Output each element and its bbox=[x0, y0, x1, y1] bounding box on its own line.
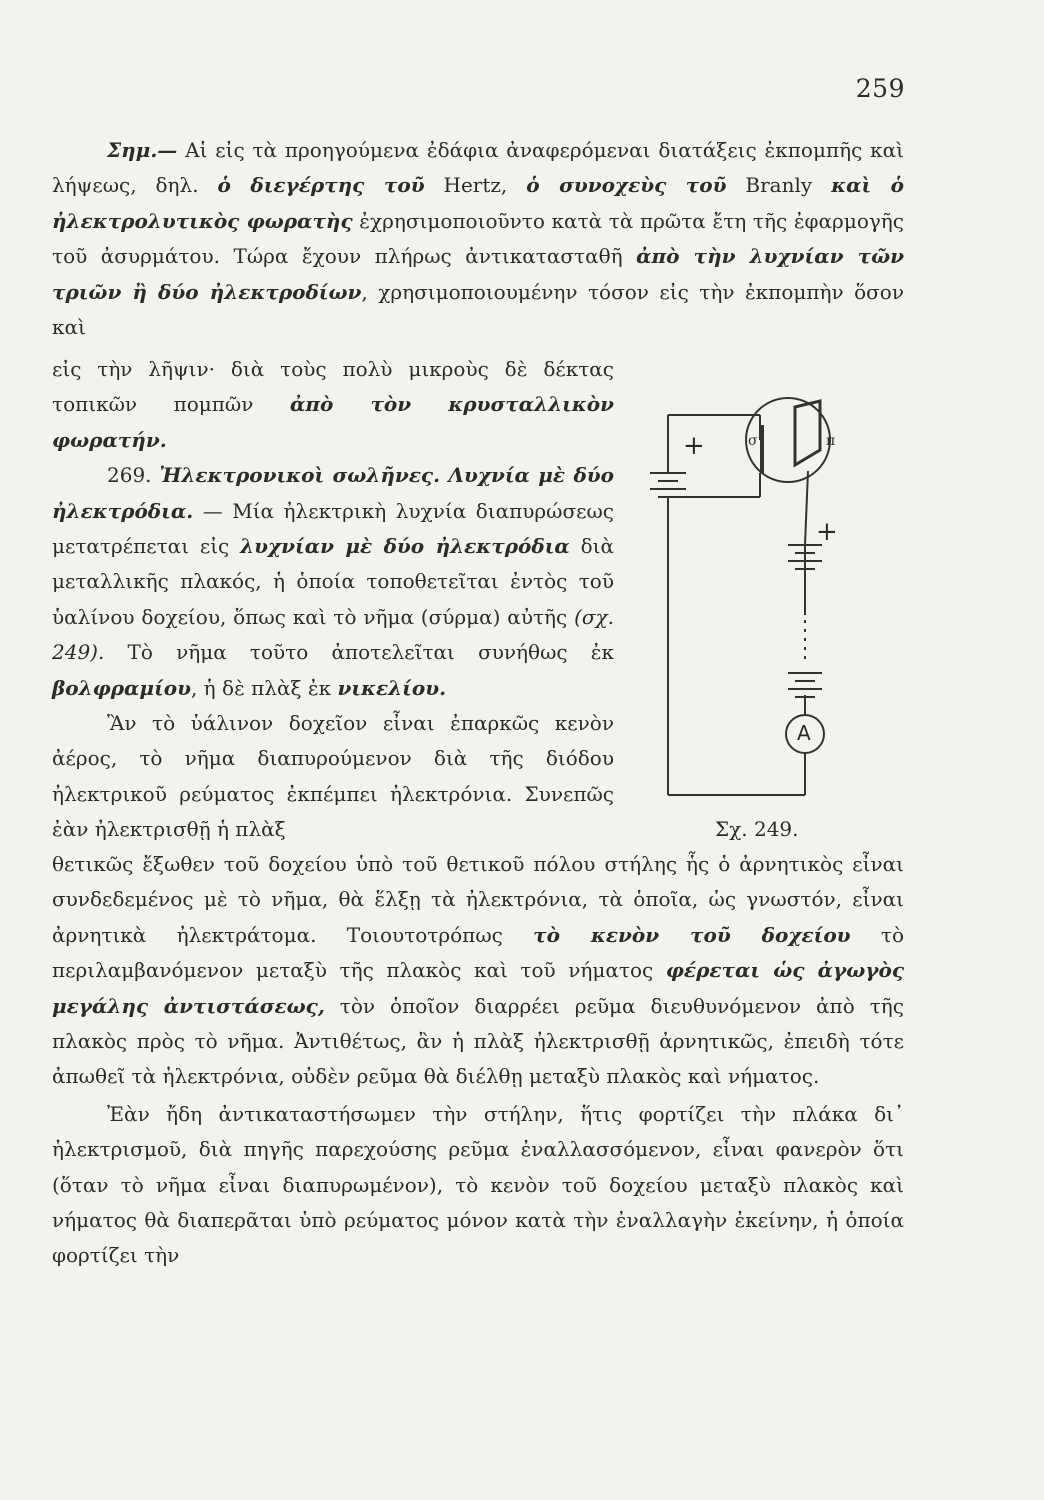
para2-span: Ἂν τὸ ὑάλινον δοχεῖον εἶναι ἐπαρκῶς κενὸν ἀέρος, τὸ νῆμα διαπυρούμενον διὰ τῆς διόδου ἠλεκτρικοῦ ρεύματος ἐκπέμπει ἠλεκτρόνια. Συνεπῶς ἐὰν ἠλεκτρισθῇ ἡ πλὰξ bbox=[52, 711, 614, 842]
note-bold: καὶ ὁ ἠλεκτρολυτικὸς φωρατὴς bbox=[52, 173, 905, 233]
note-span: Branly bbox=[726, 173, 832, 198]
note-bold: ἀπὸ τὴν λυχνίαν τῶν τριῶν ἢ δύο ἠλεκτροδίων bbox=[52, 244, 904, 304]
section-span: , ἡ δὲ πλὰξ ἐκ bbox=[190, 675, 338, 700]
bottom-text bbox=[52, 847, 904, 1274]
note-label: Σημ.— bbox=[107, 138, 178, 162]
vacuum-tube-bulb bbox=[746, 398, 830, 482]
plate bbox=[795, 401, 820, 465]
float-column bbox=[52, 352, 614, 848]
note-continuation bbox=[52, 352, 614, 458]
figure-reference: (σχ. 249). bbox=[52, 604, 614, 665]
note-span: , χρησιμοποιουμένην τόσον εἰς τὴν ἐκπομπὴν ὅσον καὶ bbox=[52, 279, 904, 340]
para2-bold: τὸ κενὸν τοῦ δοχείου bbox=[533, 922, 851, 947]
para3-span: Ἐὰν ἤδη ἀντικαταστήσωμεν τὴν στήλην, ἥτις φορτίζει τὴν πλάκα δι᾿ ἠλεκτρισμοῦ, διὰ πηγῆς παρεχούσης ρεῦμα ἐναλλασσόμενον, εἶναι φανερὸν ὅτι (ὅταν τὸ νῆμα εἶναι διαπυρωμένον), τὸ κενὸν τοῦ δοχείου μεταξὺ πλακὸς καὶ νήματος θὰ διαπερᾶται ὑπὸ ρεύματος μόνον κατὰ τὴν ἐναλλαγὴν ἐκείνην, ἡ ὁποία φορτίζει τὴν bbox=[52, 1101, 904, 1268]
paragraph-2-continuation bbox=[52, 847, 904, 1095]
section-span: — Μία ἠλεκτρικὴ λυχνία διαπυρώσεως μετατρέπεται εἰς bbox=[52, 498, 614, 559]
ammeter-label: A bbox=[797, 721, 811, 745]
section-bold: λυχνίαν μὲ δύο ἠλεκτρόδια bbox=[240, 534, 570, 559]
section-span: Τὸ νῆμα τοῦτο ἀποτελεῖται συνήθως ἐκ bbox=[104, 640, 614, 665]
note-bold: ὁ διεγέρτης τοῦ bbox=[217, 173, 425, 198]
paragraph-3 bbox=[52, 1097, 904, 1274]
section-span: διὰ μεταλλικῆς πλακός, ἡ ὁποία τοποθετεῖται ἐντὸς τοῦ ὑαλίνου δοχείου, ὅπως καὶ τὸ νῆμα (σύρμα) αὐτῆς bbox=[52, 534, 615, 629]
paragraph-2-start bbox=[52, 706, 614, 848]
para2-span: τὸν ὁποῖον διαρρέει ρεῦμα διευθυνόμενον ἀπὸ τῆς πλακὸς πρὸς τὸ νῆμα. Ἀντιθέτως, ἂν ἡ πλὰξ ἠλεκτρισθῇ ἀρνητικῶς, ἐπειδὴ τότε ἀπωθεῖ τὰ ἠλεκτρόνια, οὐδὲν ρεῦμα θὰ διέλθῃ μεταξὺ πλακὸς καὶ νήματος. bbox=[52, 993, 904, 1089]
para2-span: θετικῶς ἔξωθεν τοῦ δοχείου ὑπὸ τοῦ θετικοῦ πόλου στήλης ἧς ὁ ἀρνητικὸς εἶναι συνδεδεμένος μὲ τὸ νῆμα, θὰ ἕλξῃ τὰ ἠλεκτρόνια, τὰ ὁποῖα, ὡς γνωστόν, εἶναι ἀρνητικὰ ἠλεκτράτομα. Τοιουτοτρόπως bbox=[52, 852, 904, 947]
note-bold: ὁ συνοχεὺς τοῦ bbox=[526, 173, 727, 198]
note-text bbox=[52, 133, 904, 345]
note-paragraph bbox=[52, 133, 904, 345]
figure-caption: Σχ. 249. bbox=[715, 817, 799, 841]
plus-top-label: + bbox=[683, 431, 705, 461]
filament-label: σ bbox=[748, 433, 758, 449]
section-number: 269. bbox=[107, 463, 152, 488]
section-bold: βολφραμίου bbox=[52, 675, 191, 700]
plate-label: π bbox=[826, 433, 836, 449]
plus-mid-label: + bbox=[816, 517, 838, 547]
page-number: 259 bbox=[855, 74, 905, 103]
para2-span: τὸ περιλαμβανόμενον μεταξὺ τῆς πλακὸς καὶ τοῦ νήματος bbox=[52, 922, 904, 983]
note-span: Αἱ εἰς τὰ προηγούμενα ἐδάφια ἀναφερόμεναι διατάξεις ἐκπομπῆς καὶ λήψεως, δηλ. bbox=[52, 138, 904, 198]
note-span: εἰς τὴν λῆψιν· διὰ τοὺς πολὺ μικροὺς δὲ δέκτας τοπικῶν πομπῶν bbox=[52, 357, 614, 417]
note-span: ἐχρησιμοποιοῦντο κατὰ τὰ πρῶτα ἔτη τῆς ἐφαρμογῆς τοῦ ἀσυρμάτου. Τώρα ἔχουν πλήρως ἀντικατασταθῆ bbox=[52, 208, 904, 269]
circuit-diagram bbox=[630, 365, 920, 875]
note-span: Hertz, bbox=[424, 173, 527, 198]
wire-plate bbox=[805, 471, 808, 545]
note-bold: ἀπὸ τὸν κρυσταλλικὸν φωρατήν. bbox=[52, 392, 614, 452]
section-paragraph bbox=[52, 458, 614, 706]
para2-bold: φέρεται ὡς ἀγωγὸς μεγάλης ἀντιστάσεως, bbox=[52, 958, 904, 1018]
figure-249-diode-circuit bbox=[630, 365, 920, 875]
section-title: Ἠλεκτρονικοὶ σωλῆνες. Λυχνία μὲ δύο ἠλεκτρόδια. bbox=[52, 463, 615, 523]
section-bold: νικελίου. bbox=[337, 675, 447, 700]
